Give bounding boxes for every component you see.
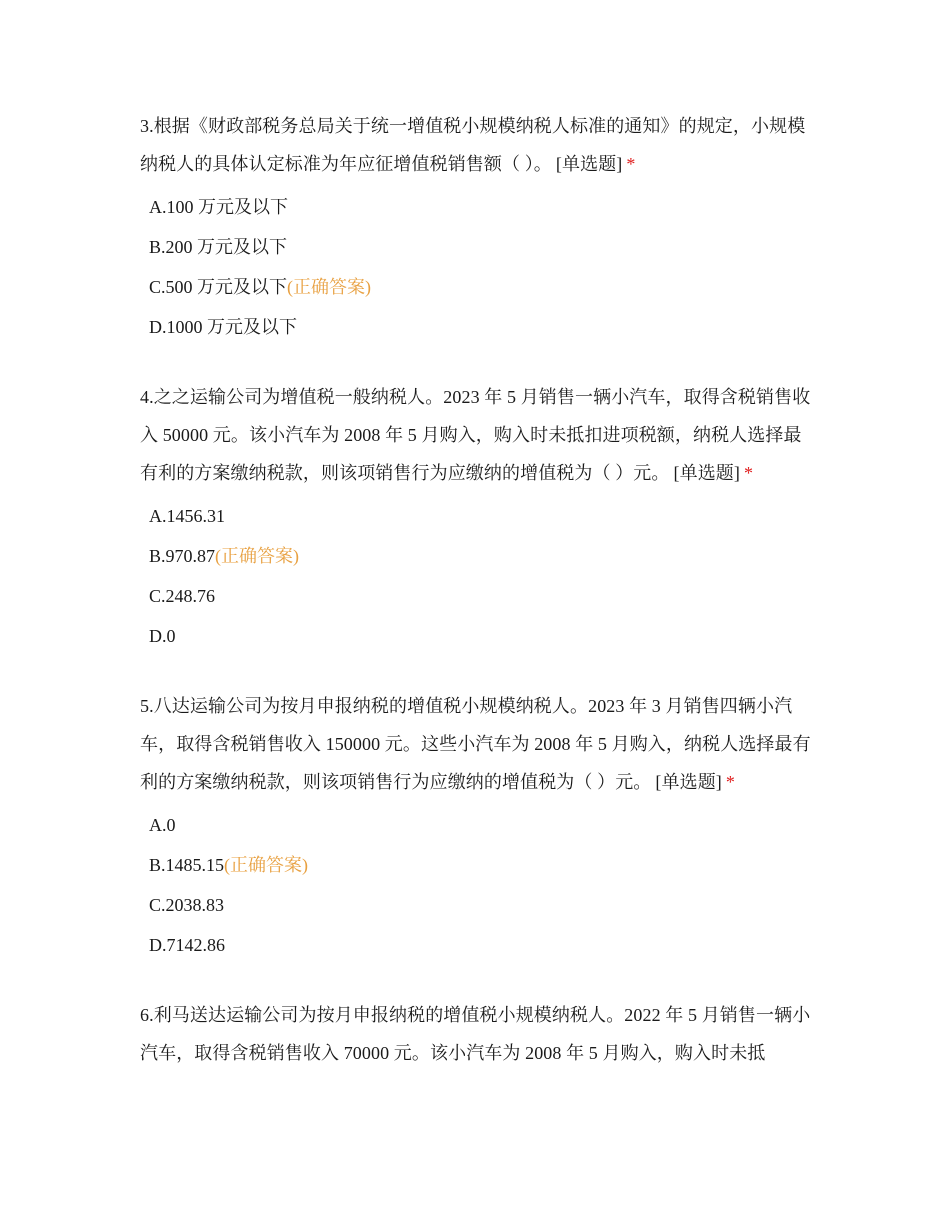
option-d[interactable]: [140, 616, 812, 656]
question-text: [140, 687, 812, 801]
question-type-label: [单选题]: [555, 154, 623, 174]
question-text: [140, 378, 812, 492]
option-b[interactable]: [140, 845, 812, 885]
question-4: [140, 378, 812, 656]
option-label: B.970.87: [149, 546, 216, 566]
option-d[interactable]: [140, 925, 812, 965]
option-label: C.248.76: [149, 586, 216, 606]
option-c[interactable]: [140, 885, 812, 925]
option-a[interactable]: [140, 187, 812, 227]
option-a[interactable]: [140, 496, 812, 536]
required-mark: *: [744, 463, 754, 483]
option-b[interactable]: [140, 227, 812, 267]
question-type-label: [单选题]: [673, 463, 740, 483]
option-label: B.200 万元及以下: [149, 237, 288, 257]
question-3: [140, 107, 812, 347]
option-label: B.1485.15: [149, 855, 225, 875]
option-c[interactable]: [140, 576, 812, 616]
option-label: A.1456.31: [149, 506, 225, 526]
question-stem: 6.利马送达运输公司为按月申报纳税的增值税小规模纳税人。2022 年 5 月销售一辆小汽车，取得含税销售收入 70000 元。该小汽车为 2008 年 5 月购入，购入时未抵: [140, 1005, 811, 1063]
option-label: D.0: [149, 626, 176, 646]
question-stem: 3.根据《财政部税务总局关于统一增值税小规模纳税人标准的通知》的规定，小规模纳税人的具体认定标准为年应征增值税销售额（ ）。: [140, 116, 806, 174]
correct-answer-tag: (正确答案): [215, 546, 300, 566]
survey-document: [140, 107, 812, 1103]
question-stem: 5.八达运输公司为按月申报纳税的增值税小规模纳税人。2023 年 3 月销售四辆小汽车，取得含税销售收入 150000 元。这些小汽车为 2008 年 5 月购入，纳税人选择最有利的方案缴纳税款，则该项销售行为应缴纳的增值税为（ ）元。: [140, 696, 811, 792]
option-label: A.0: [149, 815, 176, 835]
question-5: [140, 687, 812, 965]
question-text: [140, 996, 812, 1072]
question-type-label: [单选题]: [655, 772, 722, 792]
option-label: D.1000 万元及以下: [149, 317, 297, 337]
correct-answer-tag: (正确答案): [224, 855, 309, 875]
correct-answer-tag: (正确答案): [287, 277, 372, 297]
question-stem: 4.之之运输公司为增值税一般纳税人。2023 年 5 月销售一辆小汽车，取得含税销售收入 50000 元。该小汽车为 2008 年 5 月购入，购入时未抵扣进项税额，纳税人选择最有利的方案缴纳税款，则该项销售行为应缴纳的增值税为（ ）元。: [140, 387, 811, 483]
option-label: A.100 万元及以下: [149, 197, 288, 217]
option-a[interactable]: [140, 805, 812, 845]
question-6: [140, 996, 812, 1072]
option-c[interactable]: [140, 267, 812, 307]
option-d[interactable]: [140, 307, 812, 347]
required-mark: *: [725, 772, 736, 792]
required-mark: *: [626, 154, 636, 174]
option-label: C.2038.83: [149, 895, 225, 915]
question-text: [140, 107, 812, 183]
option-b[interactable]: [140, 536, 812, 576]
option-label: D.7142.86: [149, 935, 225, 955]
option-label: C.500 万元及以下: [149, 277, 288, 297]
